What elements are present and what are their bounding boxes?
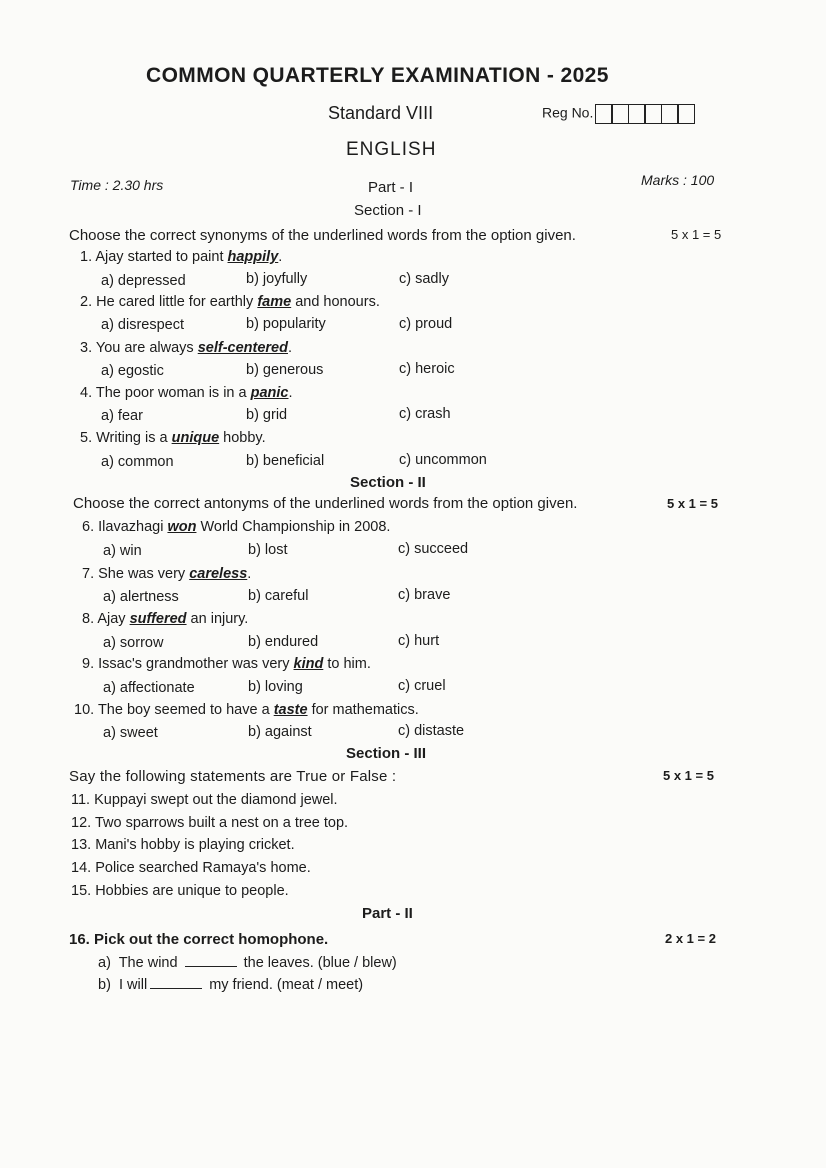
underlined-word: won <box>167 519 197 535</box>
underlined-word: suffered <box>129 611 187 627</box>
answer-blank <box>185 954 237 967</box>
question-2: 2. He cared little for earthly fame and honours. <box>80 294 380 310</box>
section-1-instruction: Choose the correct synonyms of the underlined words from the option given. <box>69 227 576 244</box>
time-label: Time : 2.30 hrs <box>70 177 164 193</box>
section-2-marks: 5 x 1 = 5 <box>667 496 718 511</box>
option-c: c) distaste <box>398 723 465 739</box>
question-4: 4. The poor woman is in a panic. <box>80 385 293 401</box>
option-a: a) egostic <box>101 363 164 379</box>
option-b: b) generous <box>246 362 324 378</box>
statement-12: 12. Two sparrows built a nest on a tree top. <box>71 815 349 831</box>
option-c: c) proud <box>399 316 453 332</box>
section-3-marks: 5 x 1 = 5 <box>663 768 714 783</box>
option-b: b) grid <box>246 407 288 423</box>
question-1: 1. Ajay started to paint happily. <box>80 249 283 265</box>
underlined-word: kind <box>293 656 324 672</box>
underlined-word: fame <box>257 294 292 310</box>
option-a: a) sorrow <box>103 635 164 651</box>
question-9: 9. Issac's grandmother was very kind to him. <box>82 656 371 672</box>
question-6: 6. Ilavazhagi won World Championship in 2008. <box>82 519 391 535</box>
question-3: 3. You are always self-centered. <box>80 340 293 356</box>
question-16-marks: 2 x 1 = 2 <box>665 931 716 946</box>
option-c: c) succeed <box>398 541 469 557</box>
option-b: b) beneficial <box>246 453 325 469</box>
question-7: 7. She was very careless. <box>82 566 252 582</box>
section-2-label: Section - II <box>350 474 426 491</box>
part-1-label: Part - I <box>368 179 414 196</box>
option-a: a) depressed <box>101 273 186 289</box>
question-10: 10. The boy seemed to have a taste for mathematics. <box>74 702 419 718</box>
option-a: a) affectionate <box>103 680 195 696</box>
option-a: a) disrespect <box>101 317 185 333</box>
option-c: c) heroic <box>399 361 455 377</box>
underlined-word: careless <box>189 566 248 582</box>
statement-11: 11. Kuppayi swept out the diamond jewel. <box>71 792 338 808</box>
underlined-word: happily <box>227 249 279 265</box>
option-b: b) careful <box>248 588 309 604</box>
total-marks: Marks : 100 <box>641 172 715 188</box>
underlined-word: self-centered <box>197 340 288 356</box>
section-1-label: Section - I <box>354 202 422 219</box>
option-b: b) endured <box>248 634 319 650</box>
option-c: c) crash <box>399 406 451 422</box>
option-b: b) joyfully <box>246 271 308 287</box>
question-16: 16. Pick out the correct homophone. <box>69 931 329 948</box>
option-a: a) alertness <box>103 589 179 605</box>
standard-label: Standard VIII <box>328 103 434 123</box>
question-8: 8. Ajay suffered an injury. <box>82 611 249 627</box>
option-b: b) popularity <box>246 316 326 332</box>
homophone-b: b) I will my friend. (meat / meet) <box>98 977 364 993</box>
question-5: 5. Writing is a unique hobby. <box>80 430 266 446</box>
subject-title: ENGLISH <box>346 139 437 160</box>
option-a: a) fear <box>101 408 143 424</box>
option-c: c) uncommon <box>399 452 487 468</box>
homophone-a: a) The wind the leaves. (blue / blew) <box>98 955 397 971</box>
reg-no <box>542 104 695 124</box>
section-3-label: Section - III <box>346 745 427 762</box>
statement-13: 13. Mani's hobby is playing cricket. <box>71 837 295 853</box>
statement-14: 14. Police searched Ramaya's home. <box>71 860 311 876</box>
underlined-word: panic <box>250 385 289 401</box>
option-b: b) lost <box>248 542 288 558</box>
section-2-instruction: Choose the correct antonyms of the underlined words from the option given. <box>73 495 578 512</box>
option-a: a) sweet <box>103 725 158 741</box>
part-2-label: Part - II <box>362 905 413 922</box>
underlined-word: unique <box>171 430 220 446</box>
option-c: c) hurt <box>398 633 440 649</box>
option-b: b) loving <box>248 679 303 695</box>
option-c: c) sadly <box>399 271 449 287</box>
option-b: b) against <box>248 724 312 740</box>
option-c: c) cruel <box>398 678 446 694</box>
option-a: a) win <box>103 543 142 559</box>
reg-no-label: Reg No. <box>542 104 594 121</box>
section-3-instruction: Say the following statements are True or False : <box>69 768 397 785</box>
option-a: a) common <box>101 454 174 470</box>
underlined-word: taste <box>273 702 308 718</box>
option-c: c) brave <box>398 587 451 603</box>
answer-blank <box>150 976 202 989</box>
reg-no-boxes <box>596 104 695 124</box>
statement-15: 15. Hobbies are unique to people. <box>71 883 289 899</box>
section-1-marks: 5 x 1 = 5 <box>671 227 722 242</box>
exam-title: COMMON QUARTERLY EXAMINATION - 2025 <box>146 64 609 87</box>
